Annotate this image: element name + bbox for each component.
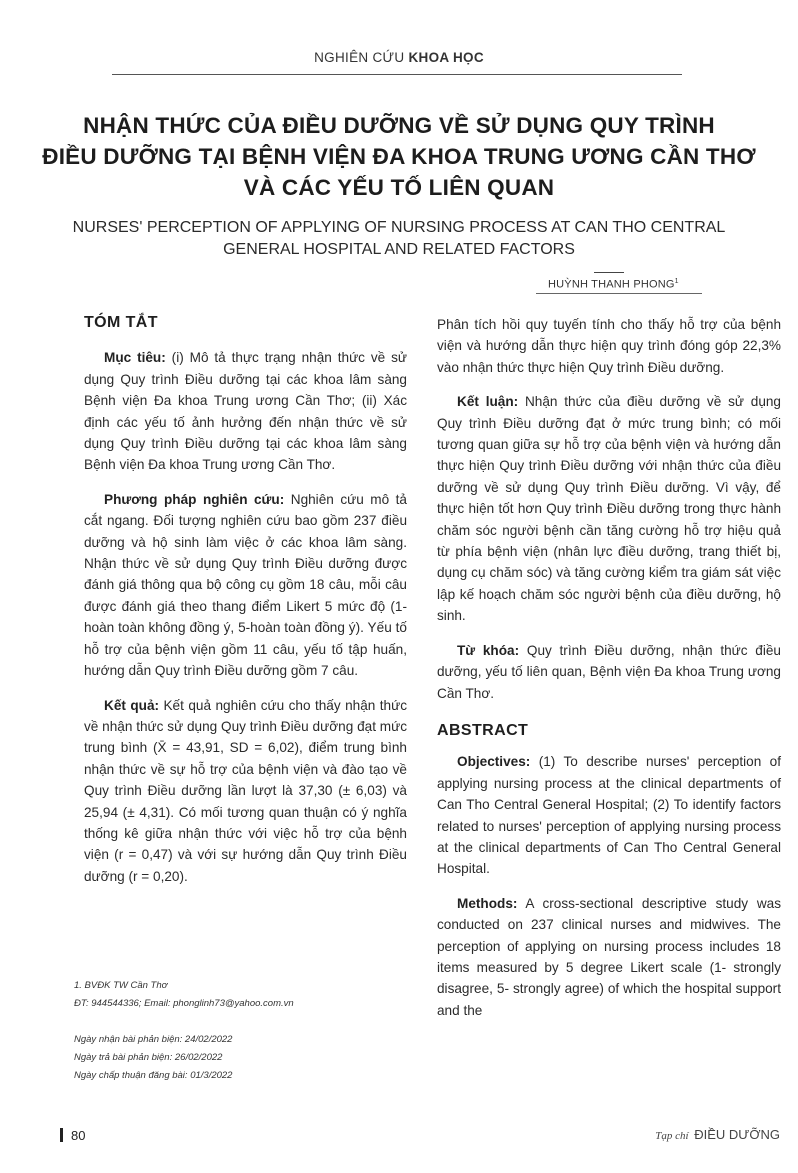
left-column — [84, 312, 407, 900]
page-number: 80 — [71, 1128, 86, 1143]
footnote-reviewed: Ngày trả bài phản biện: 26/02/2022 — [74, 1052, 223, 1063]
title-en-line: GENERAL HOSPITAL AND RELATED FACTORS — [223, 241, 575, 258]
header-rule — [112, 74, 682, 75]
ket-luan-paragraph: Kết luận: Nhận thức của điều dưỡng về sử dụng Quy trình Điều dưỡng đạt ở mức trung bình; có mối tương quan giữa sự hỗ trợ của bệnh viện và hướng dẫn thực hiện Quy trình Điều dưỡng với nhận thức của điều dưỡng về sử dụng Quy trình Điều dưỡng. Vì vậy, để thực hiện tốt hơn Quy trình Điều dưỡng trong thực hành chăm sóc người bệnh cần tăng cường hỗ trợ hiệu quả từ phía bệnh viện (nhân lực điều dưỡng, trang thiết bị, dụng cụ chăm sóc) và tăng cường kiểm tra giám sát việc lập kế hoạch chăm sóc người bệnh của điều dưỡng, hộ sinh. — [437, 394, 781, 624]
title-english — [40, 217, 758, 261]
title-vi-line: NHẬN THỨC CỦA ĐIỀU DƯỠNG VỀ SỬ DỤNG QUY TRÌNH — [83, 113, 715, 138]
author-rule — [536, 293, 702, 294]
tom-tat-heading: TÓM TẮT — [84, 314, 158, 331]
footnote-received: Ngày nhận bài phản biện: 24/02/2022 — [74, 1034, 233, 1045]
title-vietnamese — [40, 110, 758, 203]
phuong-phap-paragraph: Phương pháp nghiên cứu: Nghiên cứu mô tả cắt ngang. Đối tượng nghiên cứu bao gồm 237 điều dưỡng và hộ sinh làm việc ở các khoa lâm sàng. Nhận thức về sử dụng Quy trình Điều dưỡng được đánh giá thông qua bộ công cụ gồm 18 câu, mỗi câu được đánh giá theo thang điểm Likert 5 mức độ (1-hoàn toàn không đồng ý, 5-hoàn toàn đồng ý). Yếu tố hỗ trợ của bệnh viện gồm 11 câu, yếu tố tập huấn, hướng dẫn Quy trình Điều dưỡng gồm 7 câu. — [84, 491, 407, 679]
title-vi-line: VÀ CÁC YẾU TỐ LIÊN QUAN — [243, 175, 555, 200]
objectives-paragraph: Objectives: (1) To describe nurses' perception of applying nursing process at the clinical departments of Can Tho Central General Hospital; (2) To identify factors related to nurses' perception of applying nursing process at the clinical departments of Can Tho Central General Hospital. — [437, 754, 781, 877]
footnote-affiliation: 1. BVĐK TW Cần Thơ — [74, 980, 168, 991]
footnotes — [74, 977, 404, 1085]
title-vi-line: ĐIỀU DƯỠNG TẠI BỆNH VIỆN ĐA KHOA TRUNG ƯƠNG CẦN THƠ — [42, 144, 756, 169]
right-column — [437, 314, 781, 1034]
methods-paragraph: Methods: A cross-sectional descriptive study was conducted on 237 clinical nurses and midwives. The perception of applying on nursing process includes 18 items measured by 5 degree Likert scale (1- strongly disagree, 5- strongly agree) of which the hospital support and the — [437, 895, 781, 1018]
page-number-bar — [60, 1128, 63, 1142]
ket-qua-paragraph: Kết quả: Kết quả nghiên cứu cho thấy nhận thức về nhận thức sử dụng Quy trình Điều dưỡng đạt mức trung bình (X̄ = 43,91, SD = 6,02), điểm trung bình nhận thức về sự hỗ trợ của bệnh viện và đào tạo về Quy trình Điều dưỡng lần lượt là 37,30 (± 6,03) và 25,94 (± 4,31). Có mối tương quan thuận có ý nghĩa thống kê giữa nhận thức với việc hỗ trợ của bệnh viện (r = 0,47) và với sự hướng dẫn Quy trình Điều dưỡng (r = 0,20). — [84, 697, 408, 884]
muc-tieu-paragraph: Mục tiêu: (i) Mô tả thực trạng nhận thức về sử dụng Quy trình Điều dưỡng tại các khoa lâm sàng Bệnh viện Đa khoa Trung ương Cần Thơ; (ii) Xác định các yếu tố ảnh hưởng đến nhận thức về sử dụng Quy trình Điều dưỡng tại các khoa lâm sàng Bệnh viện Đa khoa Trung ương Cần Thơ. — [84, 350, 407, 473]
author-bar — [594, 272, 624, 273]
journal-name: Tạp chí ĐIỀU DƯỠNG — [655, 1127, 780, 1142]
title-en-line: NURSES' PERCEPTION OF APPLYING OF NURSING PROCESS AT CAN THO CENTRAL — [72, 219, 726, 236]
tu-khoa-paragraph: Từ khóa: Quy trình Điều dưỡng, nhận thức điều dưỡng, yếu tố liên quan, Bệnh viện Đa khoa Trung ương Cần Thơ. — [437, 642, 781, 701]
page-footer — [60, 1128, 85, 1143]
author-name: HUỲNH THANH PHONG$^1$ — [548, 278, 679, 291]
abstract-heading: ABSTRACT — [437, 721, 529, 739]
footnote-contact: ĐT: 944544336; Email: phonglinh73@yahoo.com.vn — [74, 998, 294, 1009]
ket-qua-continued: Phân tích hồi quy tuyến tính cho thấy hỗ trợ của bệnh viện và hướng dẫn thực hiện quy trình đóng góp 22,3% vào nhận thức thực hiện Quy trình Điều dưỡng. — [437, 317, 781, 375]
section-label: NGHIÊN CỨU KHOA HỌC — [314, 50, 484, 65]
footnote-accepted: Ngày chấp thuận đăng bài: 01/3/2022 — [74, 1070, 233, 1081]
